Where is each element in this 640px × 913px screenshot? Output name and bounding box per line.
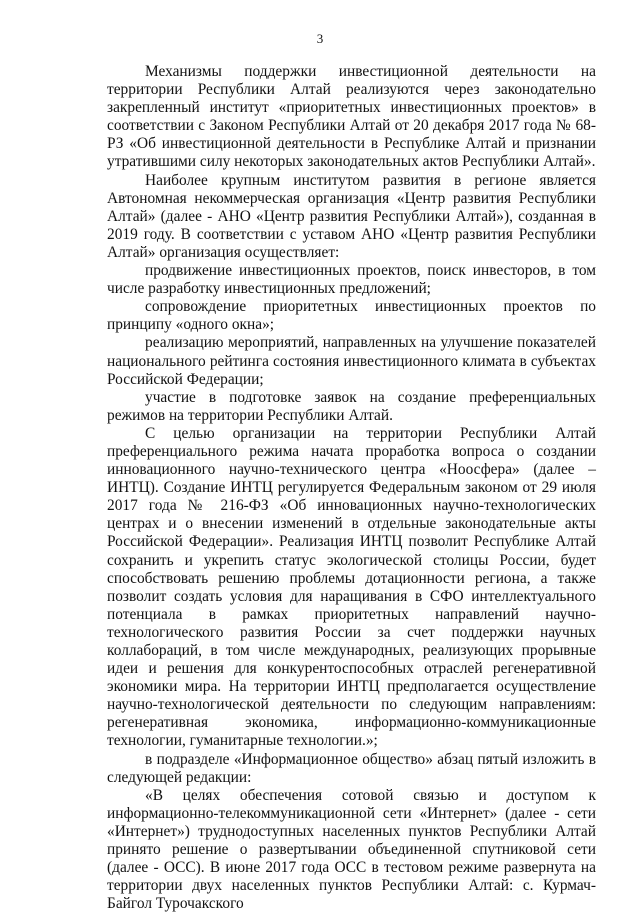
document-body [107,63,596,913]
list-item-preferential-regimes: участие в подготовке заявок на создание преференциальных режимов на территории Республики Алтай. [107,388,596,424]
paragraph-information-society: в подразделе «Информационное общество» абзац пятый изложить в следующей редакции: [107,750,596,786]
paragraph-development-center: Наиболее крупным институтом развития в регионе является Автономная некоммерческая организация «Центр развития Республики Алтай» (далее - АНО «Центр развития Республики Алтай»), созданная в 2019 году. В соответствии с уставом АНО «Центр развития Республики Алтай» организация осуществляет: [107,171,596,261]
list-item-rating-measures: реализацию мероприятий, направленных на улучшение показателей национального рейтинга состояния инвестиционного климата в субъектах Российской Федерации; [107,334,596,388]
paragraph-intc-noosphere: С целью организации на территории Республики Алтай преференциального режима начата проработка вопроса о создании инновационного научно-технического центра «Ноосфера» (далее – ИНТЦ). Создание ИНТЦ регулируется Федеральным законом от 29 июля 2017 года № 216-ФЗ «Об инновационных научно-технологических центрах и о внесении изменений в отдельные законодательные акты Российской Федерации». Реализация ИНТЦ позволит Республике Алтай сохранить и укрепить статус экологической столицы России, будет способствовать решению проблемы дотационности региона, а также позволит создать условия для наращивания в СФО интеллектуального потенциала в рамках приоритетных направлений научно-технологического развития России за счет поддержки научных коллабораций, в том числе международных, реализующих прорывные идеи и решения для конкурентоспособных отраслей регенеративной экономики мира. На территории ИНТЦ предполагается осуществление научно-технологической деятельности по следующим направлениям: регенеративная экономика, информационно-коммуникационные технологии, гуманитарные технологии.»; [107,424,596,750]
list-item-investment-promotion: продвижение инвестиционных проектов, поиск инвесторов, в том числе разработку инвестиционных предложений; [107,262,596,298]
page-number: 3 [316,31,324,46]
list-item-one-window: сопровождение приоритетных инвестиционных проектов по принципу «одного окна»; [107,298,596,334]
paragraph-satellite-network: «В целях обеспечения сотовой связью и доступом к информационно-телекоммуникационной сети «Интернет» (далее - сети «Интернет») труднодоступных населенных пунктов Республики Алтай принято решение о развертывании объединенной спутниковой сети (далее - ОСС). В июне 2017 года ОСС в тестовом режиме развернута на территории двух населенных пунктов Республики Алтай: с. Курмач-Байгол Турочакского [107,786,596,913]
paragraph-investment-mechanisms: Механизмы поддержки инвестиционной деятельности на территории Республики Алтай реализуются через законодательно закрепленный институт «приоритетных инвестиционных проектов» в соответствии с Законом Республики Алтай от 20 декабря 2017 года № 68-РЗ «Об инвестиционной деятельности в Республике Алтай и признании утратившими силу некоторых законодательных актов Республики Алтай». [107,63,596,171]
